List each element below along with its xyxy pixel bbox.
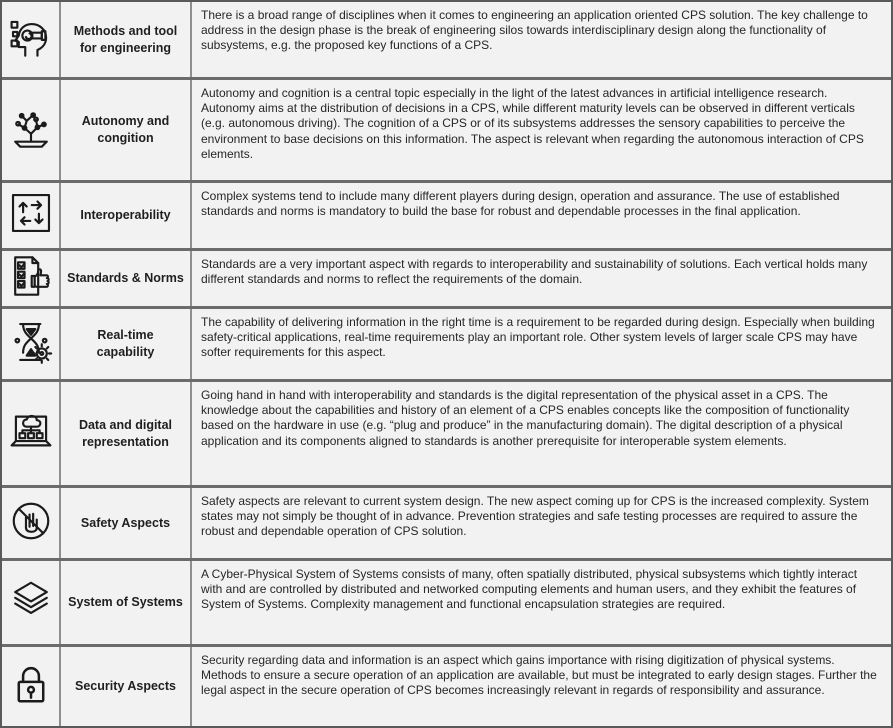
icon-cell <box>2 2 61 77</box>
table-row <box>2 80 891 183</box>
row-label: Safety Aspects <box>61 488 192 558</box>
row-description: The capability of delivering information in the right time is a requirement to be regarded during design. Especially when building safety-critical applications, real-time requirements play an important role. Other system levels of larger scale CPS may have softer requirements for this aspect. <box>201 315 875 360</box>
cloud-network-laptop-icon <box>8 408 54 459</box>
row-description: A Cyber-Physical System of Systems consists of many, often spatially distributed, physical subsystems which tightly interact with and are controlled by distributed and networked computing elements and human users, and they exhibit the features of System of Systems. Complexity management and functional encapsulation strategies are required. <box>201 567 858 612</box>
icon-cell <box>2 488 61 558</box>
hourglass-gear-icon <box>8 319 54 370</box>
row-label: Security Aspects <box>61 647 192 726</box>
row-label: System of Systems <box>61 561 192 644</box>
table-row <box>2 2 891 80</box>
icon-cell <box>2 309 61 379</box>
table-row <box>2 647 891 726</box>
row-description: Standards are a very important aspect with regards to interoperability and sustainability of solutions. Each vertical holds many different standards and norms to reflect the requirements of the domain. <box>201 257 868 287</box>
row-description: There is a broad range of disciplines when it comes to engineering an application oriented CPS solution. The key challenge to address in the design phase is the break of engineering silos towards interdisciplinary design along the functionality of subsystems, e.g. the proposed key functions of a CPS. <box>201 8 868 53</box>
table-row <box>2 251 891 309</box>
icon-cell <box>2 382 61 485</box>
table-row <box>2 488 891 561</box>
table-row <box>2 309 891 382</box>
no-touch-icon <box>8 498 54 549</box>
engineering-head-icon <box>8 14 54 65</box>
table-row <box>2 561 891 647</box>
row-description: Going hand in hand with interoperability and standards is the digital representation of the physical asset in a CPS. The knowledge about the capabilities and history of an element of a CPS enables concepts like the composition of functionality based on the hardware in use (e.g. “plug and produce” in the manufacturing domain). The digital description of a physical application and its components aligned to standards is another prerequisite for interoperable system elements. <box>201 388 850 448</box>
icon-cell <box>2 183 61 248</box>
icon-cell <box>2 80 61 180</box>
stacked-layers-icon <box>8 577 54 628</box>
row-label: Methods and tool for engineering <box>61 2 192 77</box>
row-label: Data and digital representation <box>61 382 192 485</box>
row-label: Interoperability <box>61 183 192 248</box>
row-label: Autonomy and congition <box>61 80 192 180</box>
row-label: Real-time capability <box>61 309 192 379</box>
table-row <box>2 183 891 251</box>
icon-cell <box>2 561 61 644</box>
icon-cell <box>2 647 61 726</box>
row-description: Complex systems tend to include many different players during design, operation and assurance. The use of established standards and norms is mandatory to build the base for robust and dependable processes in the final application. <box>201 189 840 219</box>
checklist-thumbs-up-icon <box>8 253 54 304</box>
circuit-brain-icon <box>8 105 54 156</box>
row-description: Security regarding data and information is an aspect which gains importance with rising digitization of physical systems. Methods to ensure a secure operation of an application are available, but must be integrated to early design stages. Further the legal aspect in the secure operation of CPS becomes increasingly relevant in regards of responsibility and assurance. <box>201 653 877 698</box>
four-arrows-icon <box>8 190 54 241</box>
padlock-icon <box>8 661 54 712</box>
icon-cell <box>2 251 61 306</box>
row-description: Safety aspects are relevant to current system design. The new aspect coming up for CPS is the increased complexity. System states may not simply be thought of in advance. Prevention strategies and safe testing processes are required to assure the robust and dependable operation of CPS solution. <box>201 494 869 539</box>
table-row <box>2 382 891 488</box>
row-description: Autonomy and cognition is a central topic especially in the light of the latest advances in artificial intelligence research. Autonomy aims at the distribution of decisions in a CPS, while different maturity levels can be observed in different verticals (e.g. autonomous driving). The cognition of a CPS or of its subsystems addresses the sensory capabilities to perceive the environment to base decisions on this information. The aspect is relevant when regarding the autonomous interaction of CPS elements. <box>201 86 864 161</box>
row-label: Standards & Norms <box>61 251 192 306</box>
